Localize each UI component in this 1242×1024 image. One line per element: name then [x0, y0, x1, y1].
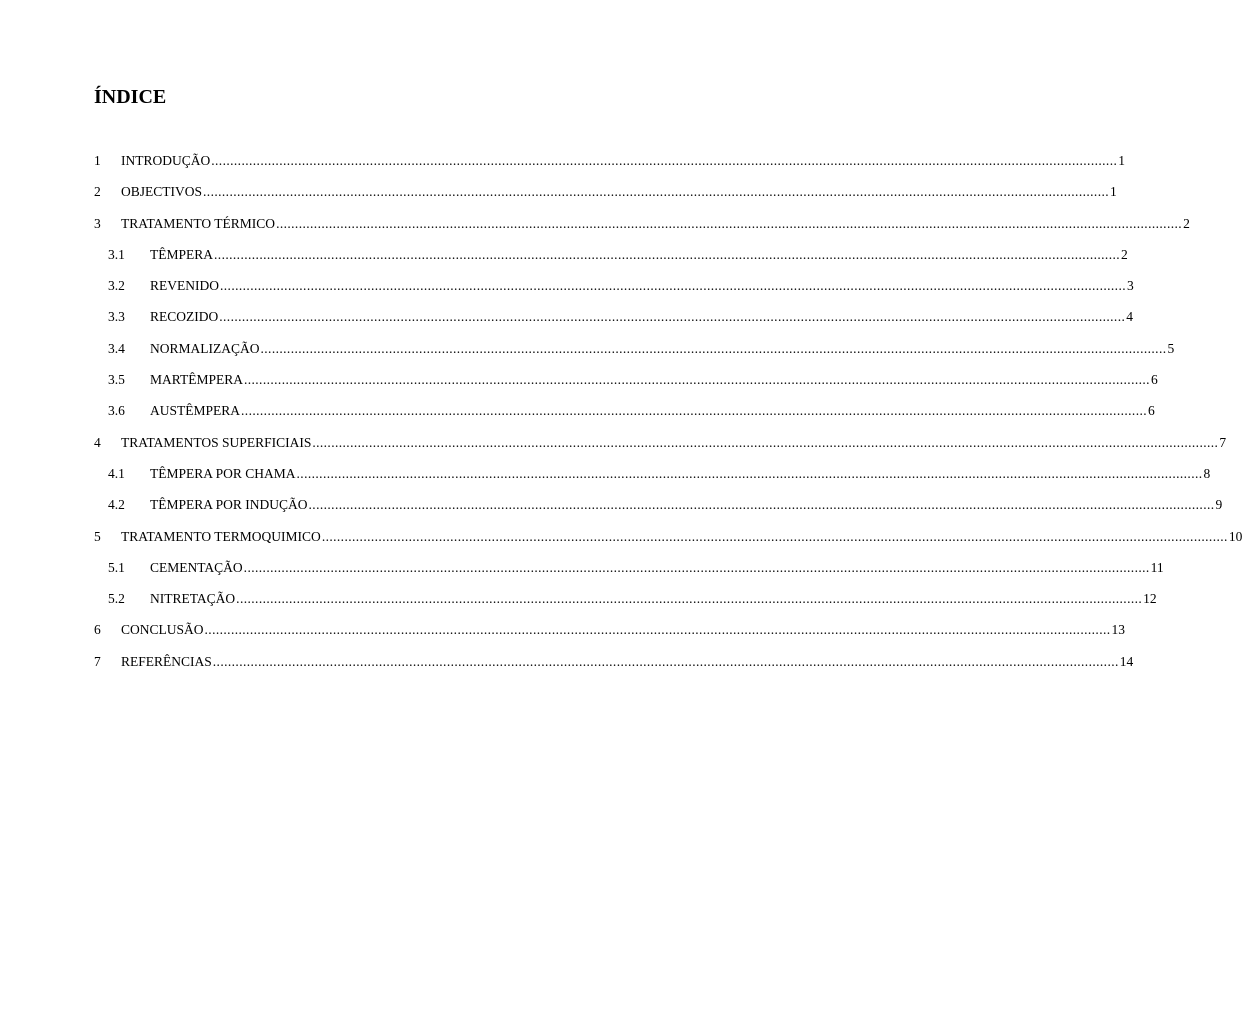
toc-entry-label: TRATAMENTO TERMOQUIMICO	[121, 528, 321, 544]
toc-entry-page: 4	[1126, 309, 1133, 325]
toc-entry-label: TÊMPERA	[150, 246, 214, 262]
toc-entry[interactable]	[0, 364, 1158, 395]
toc-entry-number: 4.1	[108, 465, 125, 481]
toc-entry-label: OBJECTIVOS	[121, 184, 203, 200]
toc-entry-label: TÊMPERA POR CHAMA	[150, 465, 296, 481]
toc-leader-dots: ................................................................................................................................................................................................................................................	[308, 497, 1215, 513]
toc-leader-dots: ................................................................................................................................................................................................................................................	[296, 465, 1203, 481]
toc-leader-dots: ................................................................................................................................................................................................................................................	[220, 278, 1126, 294]
toc-entry[interactable]	[0, 239, 1128, 270]
toc-leader-dots: ................................................................................................................................................................................................................................................	[243, 372, 1150, 388]
toc-leader-dots: ................................................................................................................................................................................................................................................	[211, 153, 1118, 168]
toc-entry-number: 1	[94, 153, 101, 168]
toc-entry-page: 1	[1118, 153, 1125, 168]
toc-entry-page: 6	[1150, 372, 1158, 388]
toc-entry-label: MARTÊMPERA	[150, 372, 243, 388]
toc-leader-dots: ................................................................................................................................................................................................................................................	[260, 340, 1167, 356]
toc-leader-dots: ................................................................................................................................................................................................................................................	[203, 184, 1110, 200]
toc-entry-label: REFERÊNCIAS	[121, 653, 212, 669]
toc-entry-label: NITRETAÇÃO	[150, 591, 236, 607]
toc-entry[interactable]	[0, 489, 1223, 520]
toc-entry-page: 6	[1148, 403, 1155, 419]
toc-entry-number: 4	[94, 434, 101, 450]
toc-entry-page: 8	[1203, 465, 1211, 481]
toc-entry-page: 10	[1228, 528, 1242, 544]
toc-leader-dots: ................................................................................................................................................................................................................................................	[214, 246, 1121, 262]
toc-entry-number: 3.5	[108, 372, 125, 388]
toc-entry[interactable]	[0, 646, 1134, 677]
toc-entry-label: RECOZIDO	[150, 309, 219, 325]
toc-entry[interactable]	[0, 427, 1227, 458]
toc-entry-page: 12	[1143, 591, 1157, 607]
toc-leader-dots: ................................................................................................................................................................................................................................................	[241, 403, 1148, 419]
toc-entry-page: 14	[1119, 653, 1134, 669]
toc-entry-page: 3	[1127, 278, 1134, 294]
toc-entry-number: 3.1	[108, 246, 125, 262]
toc-entry-number: 3	[94, 215, 101, 231]
toc-entry-number: 3.3	[108, 309, 125, 325]
toc-entry-page: 5	[1167, 340, 1175, 356]
toc-entry[interactable]	[0, 583, 1157, 614]
toc-leader-dots: ................................................................................................................................................................................................................................................	[204, 622, 1111, 638]
toc-entry-number: 4.2	[108, 497, 125, 513]
toc-entry-page: 1	[1110, 184, 1117, 200]
toc-entry-number: 5.1	[108, 559, 125, 575]
toc-leader-dots: ................................................................................................................................................................................................................................................	[219, 309, 1126, 325]
toc-entry-page: 2	[1183, 215, 1190, 231]
toc-entry-label: CONCLUSÃO	[121, 622, 204, 638]
toc-entry-number: 7	[94, 653, 101, 669]
toc-entry-label: TRATAMENTOS SUPERFICIAIS	[121, 434, 312, 450]
toc-entry-page: 7	[1219, 434, 1227, 450]
toc-leader-dots: ................................................................................................................................................................................................................................................	[212, 653, 1119, 669]
toc-entry-number: 2	[94, 184, 101, 200]
toc-entry[interactable]	[0, 552, 1164, 583]
table-of-contents	[0, 145, 1242, 677]
toc-entry-label: AUSTÊMPERA	[150, 403, 241, 419]
toc-entry-page: 13	[1111, 622, 1126, 638]
toc-entry-label: TÊMPERA POR INDUÇÃO	[150, 497, 308, 513]
toc-entry[interactable]	[0, 333, 1175, 364]
toc-entry[interactable]	[0, 521, 1242, 552]
toc-entry[interactable]	[0, 208, 1190, 239]
toc-entry-number: 6	[94, 622, 101, 638]
toc-leader-dots: ................................................................................................................................................................................................................................................	[236, 591, 1143, 607]
toc-entry[interactable]	[0, 145, 1125, 176]
toc-entry-label: REVENIDO	[150, 278, 219, 294]
toc-entry-label: INTRODUÇÃO	[121, 153, 211, 168]
toc-entry[interactable]	[0, 395, 1155, 426]
toc-entry-number: 5	[94, 528, 101, 544]
toc-leader-dots: ................................................................................................................................................................................................................................................	[321, 528, 1228, 544]
toc-leader-dots: ................................................................................................................................................................................................................................................	[243, 559, 1150, 575]
toc-entry[interactable]	[0, 270, 1134, 301]
page-title: ÍNDICE	[94, 86, 167, 108]
toc-entry-page: 11	[1150, 559, 1164, 575]
toc-entry[interactable]	[0, 176, 1117, 207]
toc-entry[interactable]	[0, 614, 1126, 645]
toc-entry-number: 3.4	[108, 340, 125, 356]
toc-entry-label: TRATAMENTO TÉRMICO	[121, 215, 276, 231]
toc-entry-label: CEMENTAÇÃO	[150, 559, 243, 575]
toc-entry-page: 2	[1121, 246, 1128, 262]
toc-leader-dots: ................................................................................................................................................................................................................................................	[276, 215, 1183, 231]
toc-leader-dots: ................................................................................................................................................................................................................................................	[312, 434, 1219, 450]
toc-entry[interactable]	[0, 458, 1211, 489]
toc-entry-page: 9	[1215, 497, 1223, 513]
toc-entry-number: 3.6	[108, 403, 125, 419]
toc-entry-number: 3.2	[108, 278, 125, 294]
toc-entry-label: NORMALIZAÇÃO	[150, 340, 260, 356]
toc-entry[interactable]	[0, 301, 1133, 332]
toc-entry-number: 5.2	[108, 591, 125, 607]
